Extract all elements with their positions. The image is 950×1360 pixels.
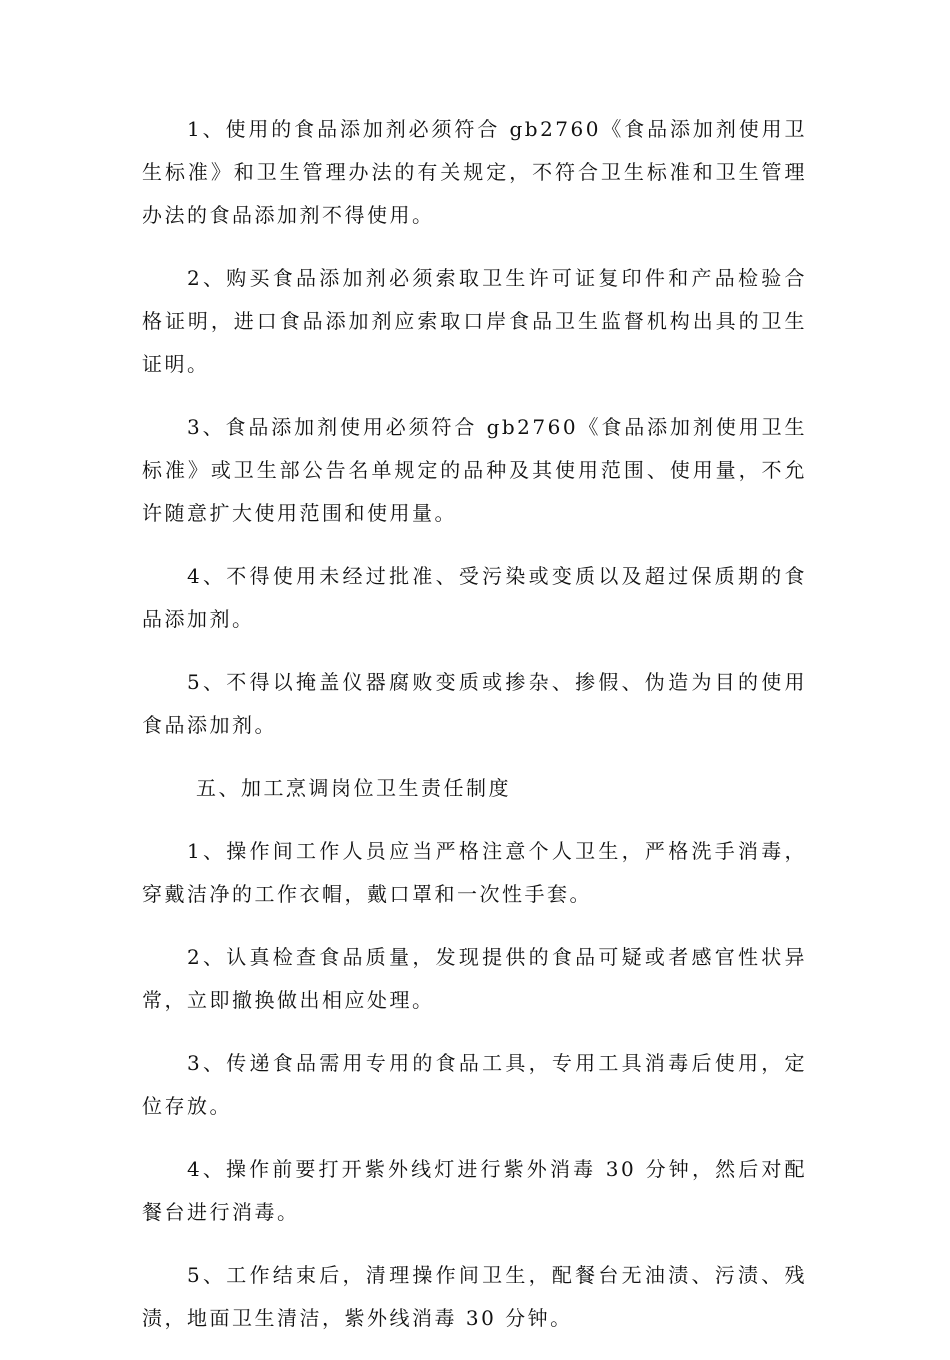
paragraph-dedicated-tools: 3、传递食品需用专用的食品工具，专用工具消毒后使用，定位存放。	[142, 1051, 807, 1118]
paragraph-personal-hygiene: 1、操作间工作人员应当严格注意个人卫生，严格洗手消毒，穿戴洁净的工作衣帽，戴口罩和一次性手套。	[142, 839, 807, 906]
paragraph-additive-purchase: 2、购买食品添加剂必须索取卫生许可证复印件和产品检验合格证明，进口食品添加剂应索取口岸食品卫生监督机构出具的卫生证明。	[142, 266, 807, 376]
paragraph-additive-usage: 3、食品添加剂使用必须符合 gb2760《食品添加剂使用卫生标准》或卫生部公告名单规定的品种及其使用范围、使用量，不允许随意扩大使用范围和使用量。	[142, 415, 807, 525]
section-heading: 五、加工烹调岗位卫生责任制度	[196, 776, 511, 800]
document-body	[142, 108, 807, 1360]
paragraph-additive-no-masking: 5、不得以掩盖仪器腐败变质或掺杂、掺假、伪造为目的使用食品添加剂。	[142, 670, 807, 737]
paragraph-additive-prohibited: 4、不得使用未经过批准、受污染或变质以及超过保质期的食品添加剂。	[142, 564, 807, 631]
paragraph-cleanup: 5、工作结束后，清理操作间卫生，配餐台无油渍、污渍、残渍，地面卫生清洁，紫外线消毒 30 分钟。	[142, 1263, 807, 1330]
paragraph-additive-standard: 1、使用的食品添加剂必须符合 gb2760《食品添加剂使用卫生标准》和卫生管理办法的有关规定，不符合卫生标准和卫生管理办法的食品添加剂不得使用。	[142, 117, 807, 227]
paragraph-quality-check: 2、认真检查食品质量，发现提供的食品可疑或者感官性状异常，立即撤换做出相应处理。	[142, 945, 807, 1012]
paragraph-uv-disinfection: 4、操作前要打开紫外线灯进行紫外消毒 30 分钟，然后对配餐台进行消毒。	[142, 1157, 807, 1224]
